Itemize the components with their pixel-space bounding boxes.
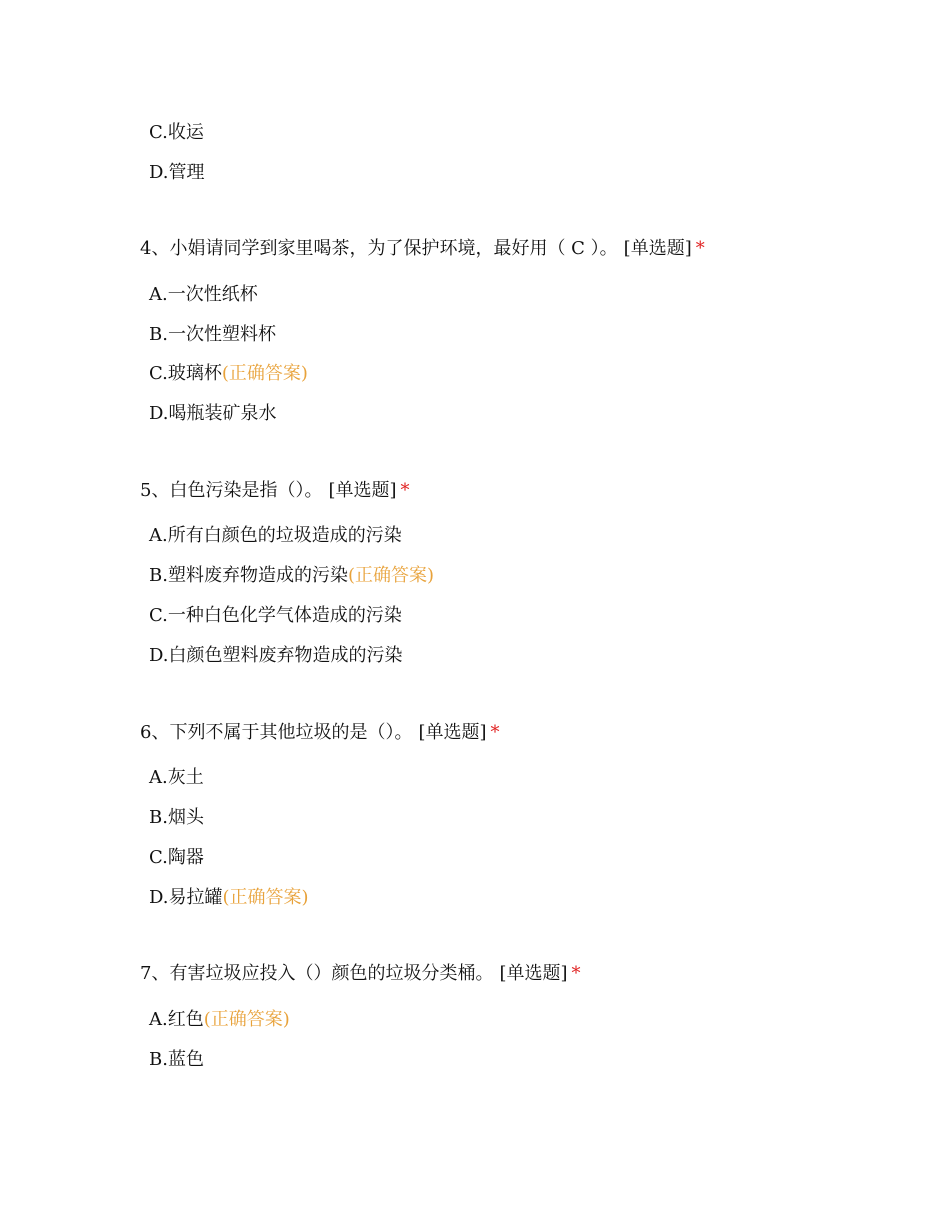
q7-option-a — [149, 1008, 290, 1032]
required-asterisk: * — [400, 480, 410, 501]
option-label: B.蓝色 — [149, 1049, 204, 1070]
q3-option-d — [149, 161, 205, 185]
option-label: D.喝瓶装矿泉水 — [149, 403, 277, 424]
correct-answer-mark: (正确答案) — [347, 565, 434, 586]
q7-option-b — [149, 1048, 204, 1072]
required-asterisk: * — [695, 238, 705, 259]
option-label: A.红色 — [149, 1009, 204, 1030]
option-label: C.收运 — [149, 122, 204, 143]
option-label: C.一种白色化学气体造成的污染 — [149, 605, 402, 626]
q6-option-a — [149, 766, 204, 790]
option-label: D.管理 — [149, 162, 205, 183]
question-type-tag: [单选题] — [328, 480, 397, 501]
question-text: 7、有害垃圾应投入（）颜色的垃圾分类桶。 — [140, 963, 494, 984]
q6-option-d — [149, 886, 309, 910]
correct-answer-mark: (正确答案) — [221, 363, 308, 384]
q4-option-a — [149, 283, 258, 307]
question-7-title — [140, 962, 581, 986]
q5-option-a — [149, 524, 402, 548]
question-type-tag: [单选题] — [499, 963, 568, 984]
question-5-title — [140, 479, 410, 503]
q4-option-d — [149, 402, 277, 426]
q6-option-b — [149, 806, 204, 830]
option-label: A.所有白颜色的垃圾造成的污染 — [149, 525, 402, 546]
q5-option-b — [149, 564, 434, 588]
question-4-title — [140, 237, 705, 261]
required-asterisk: * — [571, 963, 581, 984]
q5-option-c — [149, 604, 402, 628]
correct-answer-mark: (正确答案) — [203, 1009, 290, 1030]
question-6-title — [140, 721, 500, 745]
option-label: D.白颜色塑料废弃物造成的污染 — [149, 645, 403, 666]
option-label: C.玻璃杯 — [149, 363, 222, 384]
required-asterisk: * — [490, 722, 500, 743]
option-label: B.塑料废弃物造成的污染 — [149, 565, 348, 586]
option-label: B.烟头 — [149, 807, 204, 828]
question-type-tag: [单选题] — [418, 722, 487, 743]
q4-option-c — [149, 362, 308, 386]
question-text: 6、下列不属于其他垃圾的是（）。 — [140, 722, 413, 743]
q4-option-b — [149, 323, 276, 347]
q5-option-d — [149, 644, 403, 668]
option-label: D.易拉罐 — [149, 887, 223, 908]
option-label: B.一次性塑料杯 — [149, 324, 276, 345]
question-text: 4、小娟请同学到家里喝茶，为了保护环境，最好用（ C ）。 — [140, 238, 618, 259]
question-text: 5、白色污染是指（）。 — [140, 480, 323, 501]
option-label: A.一次性纸杯 — [149, 284, 258, 305]
correct-answer-mark: (正确答案) — [222, 887, 309, 908]
q6-option-c — [149, 846, 204, 870]
question-type-tag: [单选题] — [623, 238, 692, 259]
option-label: A.灰土 — [149, 767, 204, 788]
option-label: C.陶器 — [149, 847, 204, 868]
q3-option-c — [149, 121, 204, 145]
